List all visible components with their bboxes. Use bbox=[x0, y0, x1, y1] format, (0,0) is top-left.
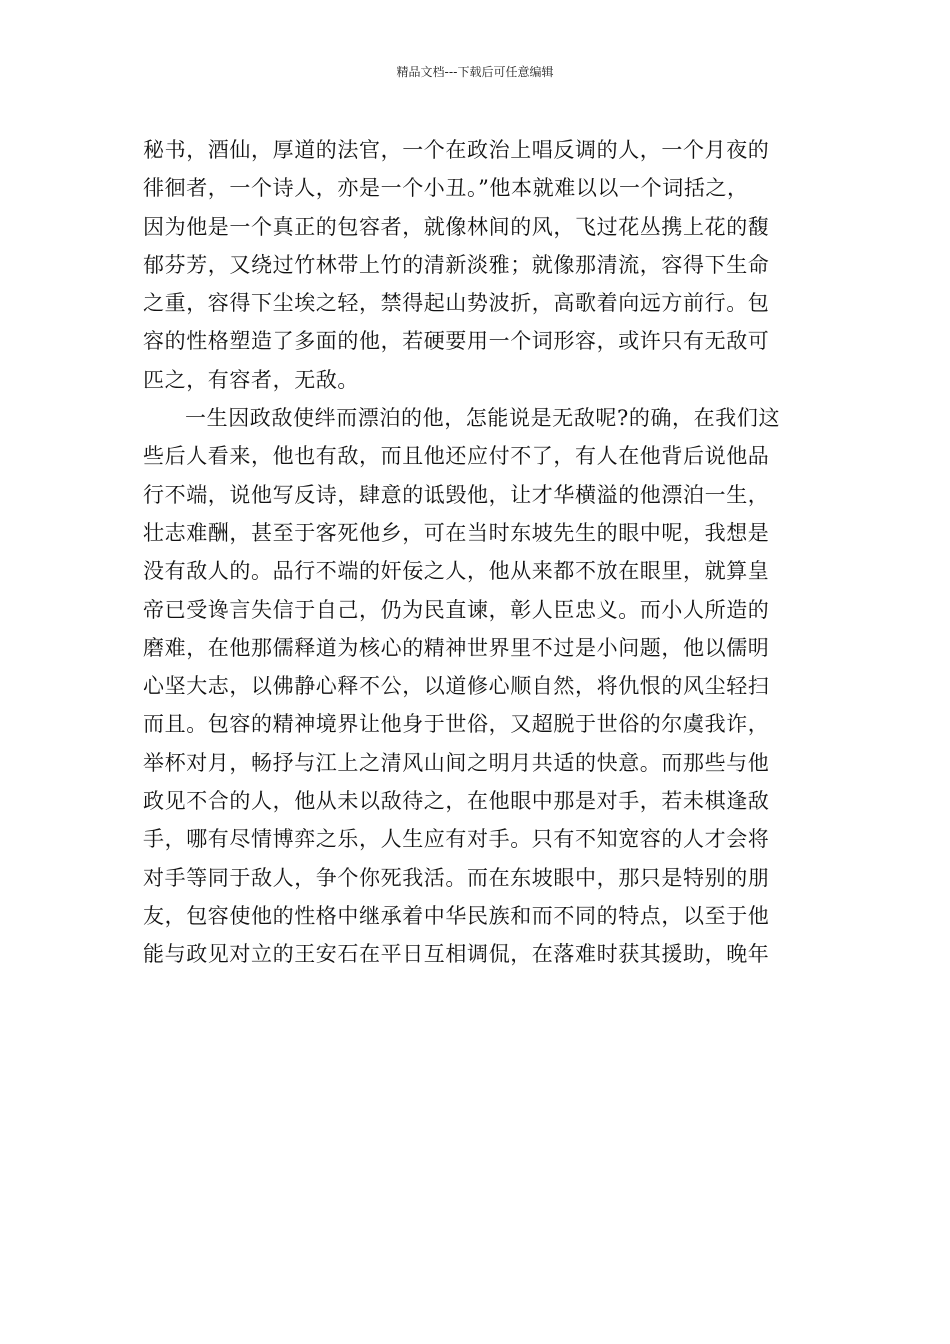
text-line: 能与政见对立的王安石在平日互相调侃，在落难时获其援助，晚年 bbox=[143, 942, 770, 967]
text-line: 行不端，说他写反诗，肆意的诋毁他，让才华横溢的他漂泊一生， bbox=[143, 482, 770, 507]
text-line: 帝已受谗言失信于自己，仍为民直谏，彰人臣忠义。而小人所造的 bbox=[143, 597, 770, 622]
paragraph-start-line: 一生因政敌使绊而漂泊的他，怎能说是无敌呢?的确，在我们这 bbox=[185, 406, 781, 431]
text-line: 对手等同于敌人，争个你死我活。而在东坡眼中，那只是特别的朋 bbox=[143, 865, 770, 890]
text-line: 友，包容使他的性格中继承着中华民族和而不同的特点，以至于他 bbox=[143, 903, 770, 928]
text-line: 匹之，有容者，无敌。 bbox=[143, 367, 359, 392]
text-line: 心坚大志，以佛静心释不公，以道修心顺自然，将仇恨的风尘轻扫 bbox=[143, 674, 770, 699]
text-line: 而且。包容的精神境界让他身于世俗，又超脱于世俗的尔虞我诈， bbox=[143, 712, 770, 737]
text-line: 因为他是一个真正的包容者，就像林间的风，飞过花丛携上花的馥 bbox=[143, 214, 770, 239]
text-line: 没有敌人的。品行不端的奸佞之人，他从来都不放在眼里，就算皇 bbox=[143, 559, 770, 584]
text-line: 举杯对月，畅抒与江上之清风山间之明月共适的快意。而那些与他 bbox=[143, 750, 770, 775]
text-line: 秘书，酒仙，厚道的法官，一个在政治上唱反调的人，一个月夜的 bbox=[143, 138, 770, 162]
text-line: 之重，容得下尘埃之轻，禁得起山势波折，高歌着向远方前行。包 bbox=[143, 291, 770, 316]
document-body bbox=[143, 131, 808, 974]
text-line: 徘徊者，一个诗人，亦是一个小丑。”他本就难以以一个词括之， bbox=[143, 176, 749, 201]
text-line: 壮志难酬，甚至于客死他乡，可在当时东坡先生的眼中呢，我想是 bbox=[143, 520, 770, 545]
page-header: 精品文档---下载后可任意编辑 bbox=[396, 65, 554, 79]
text-line: 磨难，在他那儒释道为核心的精神世界里不过是小问题，他以儒明 bbox=[143, 635, 770, 660]
text-line: 手，哪有尽情博弈之乐，人生应有对手。只有不知宽容的人才会将 bbox=[143, 827, 770, 852]
text-line: 容的性格塑造了多面的他，若硬要用一个词形容，或许只有无敌可 bbox=[143, 329, 770, 354]
text-line: 政见不合的人，他从未以敌待之，在他眼中那是对手，若未棋逢敌 bbox=[143, 789, 770, 814]
text-line: 些后人看来，他也有敌，而且他还应付不了，有人在他背后说他品 bbox=[143, 444, 770, 469]
text-line: 郁芬芳，又绕过竹林带上竹的清新淡雅；就像那清流，容得下生命 bbox=[143, 252, 770, 277]
